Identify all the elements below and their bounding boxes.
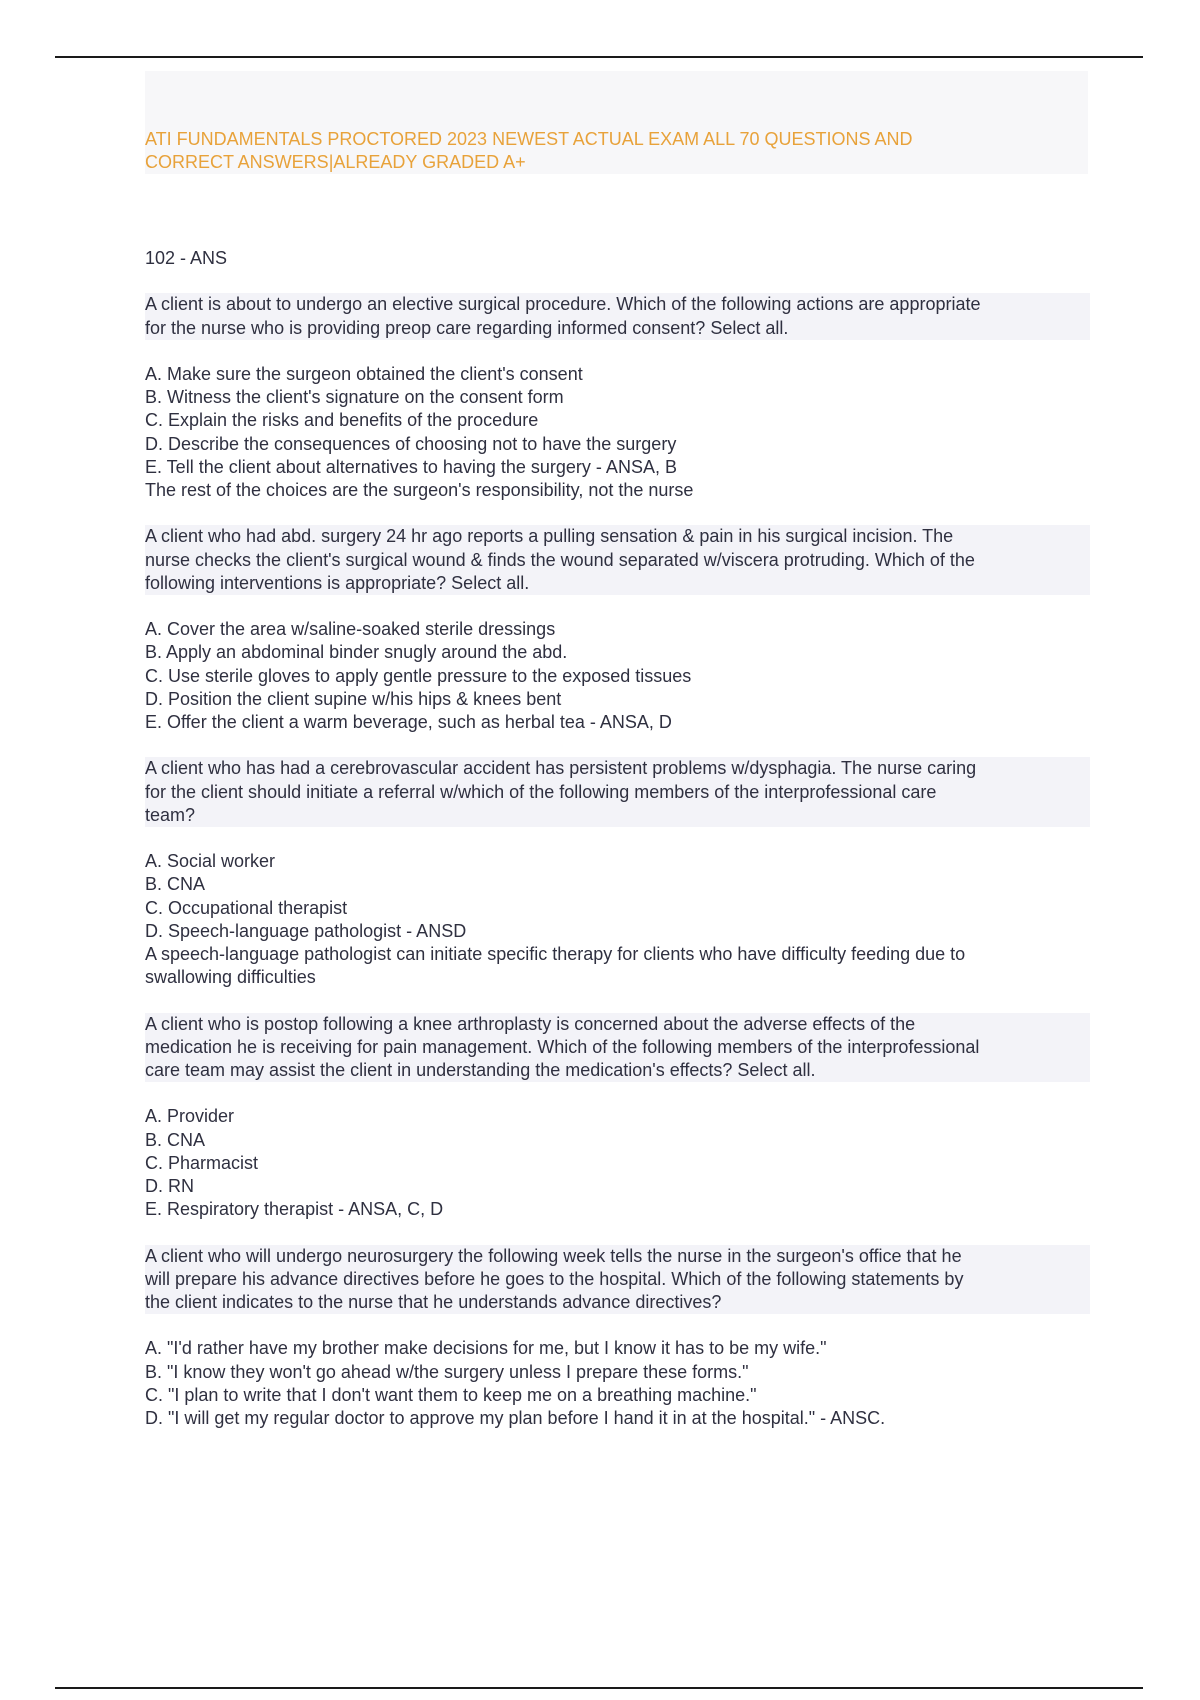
question-stem xyxy=(145,293,1090,339)
question-4 xyxy=(145,1013,1090,1222)
answer-options xyxy=(145,1105,1090,1221)
question-3 xyxy=(145,757,1090,989)
top-rule xyxy=(55,56,1143,58)
answer-options xyxy=(145,363,1090,502)
answer-option: B. Witness the client's signature on the consent form xyxy=(145,387,564,408)
answer-option: A. Provider xyxy=(145,1106,235,1127)
stem-line: nurse checks the client's surgical wound & finds the wound separated w/viscera protruding. Which of the xyxy=(145,549,1090,572)
answer-options xyxy=(145,850,1090,989)
question-stem xyxy=(145,757,1090,827)
answer-option: D. Speech-language pathologist - ANSD xyxy=(145,920,467,941)
stem-line: team? xyxy=(145,804,1090,827)
title-line: CORRECT ANSWERS|ALREADY GRADED A+ xyxy=(145,152,526,172)
question-stem xyxy=(145,525,1090,595)
answer-option: C. Occupational therapist xyxy=(145,897,348,918)
stem-line: the client indicates to the nurse that he understands advance directives? xyxy=(145,1291,1090,1314)
stem-line: for the nurse who is providing preop care regarding informed consent? Select all. xyxy=(145,317,1090,340)
stem-line: will prepare his advance directives before he goes to the hospital. Which of the following statements by xyxy=(145,1268,1090,1291)
answer-option: B. Apply an abdominal binder snugly around the abd. xyxy=(145,642,568,663)
answer-option: A. Make sure the surgeon obtained the client's consent xyxy=(145,363,583,384)
answer-option: A. Cover the area w/saline-soaked sterile dressings xyxy=(145,619,556,640)
stem-line: A client who is postop following a knee arthroplasty is concerned about the adverse effects of the xyxy=(145,1013,1090,1036)
document-body xyxy=(145,247,1090,1430)
answer-option: C. Use sterile gloves to apply gentle pressure to the exposed tissues xyxy=(145,665,692,686)
answer-options xyxy=(145,1337,1090,1430)
stem-line: medication he is receiving for pain management. Which of the following members of the interprofessional xyxy=(145,1036,1090,1059)
answer-options xyxy=(145,618,1090,734)
stem-line: A client is about to undergo an elective surgical procedure. Which of the following actions are appropriate xyxy=(145,293,1090,316)
rationale: A speech-language pathologist can initiate specific therapy for clients who have difficulty feeding due to xyxy=(145,944,966,964)
question-stem xyxy=(145,1013,1090,1083)
intro-answer: 102 - ANS xyxy=(145,248,228,268)
stem-line: A client who will undergo neurosurgery the following week tells the nurse in the surgeon's office that he xyxy=(145,1245,1090,1268)
question-1 xyxy=(145,293,1090,502)
answer-option: E. Offer the client a warm beverage, such as herbal tea - ANSA, D xyxy=(145,712,672,732)
stem-line: A client who had abd. surgery 24 hr ago reports a pulling sensation & pain in his surgical incision. The xyxy=(145,525,1090,548)
answer-option: A. "I'd rather have my brother make decisions for me, but I know it has to be my wife." xyxy=(145,1338,827,1359)
bottom-rule xyxy=(55,1687,1143,1689)
answer-option: C. Pharmacist xyxy=(145,1152,259,1173)
stem-line: for the client should initiate a referral w/which of the following members of the interprofessional care xyxy=(145,781,1090,804)
rationale: swallowing difficulties xyxy=(145,967,316,988)
answer-option: B. CNA xyxy=(145,1129,206,1150)
question-stem xyxy=(145,1245,1090,1315)
stem-line: following interventions is appropriate? Select all. xyxy=(145,572,1090,595)
answer-option: B. "I know they won't go ahead w/the surgery unless I prepare these forms." xyxy=(145,1361,749,1382)
answer-option: D. Position the client supine w/his hips & knees bent xyxy=(145,688,562,709)
answer-option: C. "I plan to write that I don't want them to keep me on a breathing machine." xyxy=(145,1384,757,1405)
stem-line: A client who has had a cerebrovascular accident has persistent problems w/dysphagia. The nurse caring xyxy=(145,757,1090,780)
document-title xyxy=(145,128,1088,174)
title-line: ATI FUNDAMENTALS PROCTORED 2023 NEWEST ACTUAL EXAM ALL 70 QUESTIONS AND xyxy=(145,129,913,149)
answer-option: E. Tell the client about alternatives to having the surgery - ANSA, B xyxy=(145,456,677,477)
answer-option: D. "I will get my regular doctor to approve my plan before I hand it in at the hospital." - ANSC. xyxy=(145,1408,886,1428)
answer-option: B. CNA xyxy=(145,874,206,895)
stem-line: care team may assist the client in understanding the medication's effects? Select all. xyxy=(145,1059,1090,1082)
answer-option: C. Explain the risks and benefits of the procedure xyxy=(145,410,539,431)
question-2 xyxy=(145,525,1090,734)
question-5 xyxy=(145,1245,1090,1431)
answer-option: E. Respiratory therapist - ANSA, C, D xyxy=(145,1199,444,1220)
rationale: The rest of the choices are the surgeon's responsibility, not the nurse xyxy=(145,480,694,500)
answer-option: D. Describe the consequences of choosing not to have the surgery xyxy=(145,433,677,454)
answer-option: A. Social worker xyxy=(145,851,276,872)
answer-option: D. RN xyxy=(145,1176,194,1196)
